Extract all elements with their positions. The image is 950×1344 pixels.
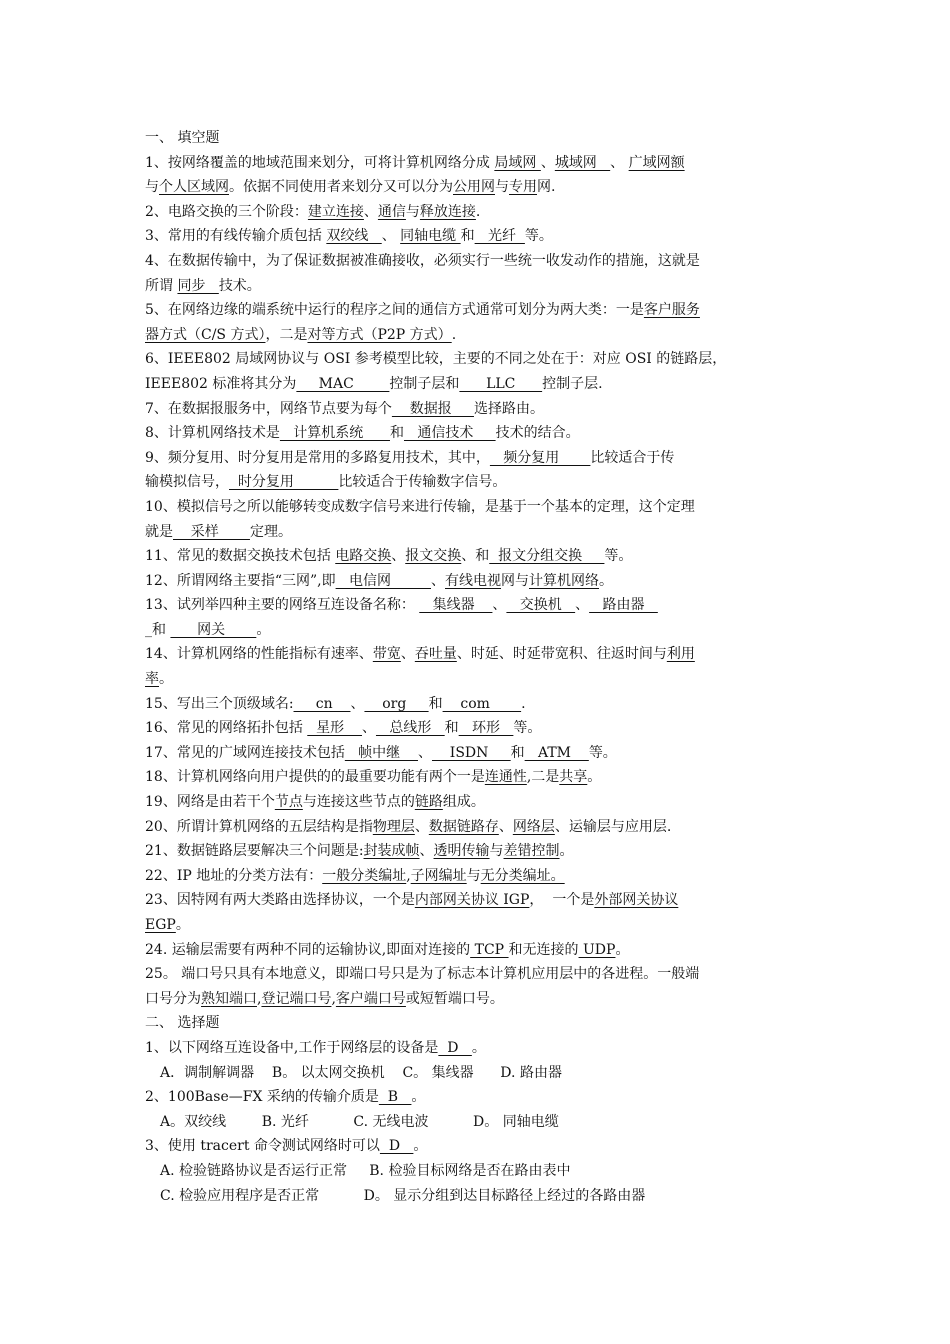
text-run: 11、常见的数据交换技术包括: [145, 548, 336, 565]
text-line: [145, 323, 810, 348]
text-run: 一、 填空题: [145, 130, 220, 146]
text-run: 14、计算机网络的性能指标有速率、: [145, 646, 373, 663]
answer-fill: 释放连接: [419, 203, 476, 220]
answer-fill: 报文分组交换: [489, 548, 605, 565]
choice-options-line: [145, 1184, 810, 1209]
answer-fill: 同轴电缆: [400, 228, 461, 245]
text-run: 。: [411, 1089, 426, 1106]
choice-options-line: [145, 1110, 810, 1135]
text-run: 。: [175, 917, 190, 933]
text-run: 与: [466, 867, 481, 884]
text-run: 9、频分复用、时分复用是常用的多路复用技术，其中，: [145, 449, 490, 466]
answer-fill: EGP: [145, 917, 176, 933]
answer-fill: 外部网关协议: [594, 892, 679, 909]
text-run: 。: [599, 572, 613, 589]
text-line: [145, 397, 810, 422]
answer-fill: 器方式（C/S 方式）: [145, 326, 266, 343]
text-run: 4、在数据传输中，为了保证数据被准确接收，必须实行一些统一收发动作的措施，这就是: [145, 252, 700, 269]
answer-fill: 城域网: [554, 154, 611, 171]
section-heading: [145, 1011, 810, 1036]
answer-fill: 共享: [559, 769, 588, 786]
text-run: 选择路由。: [473, 400, 544, 417]
answer-fill: 登记端口号: [261, 990, 332, 1007]
answer-fill: 客户服务: [643, 302, 700, 319]
answer-fill: 报文交换: [405, 548, 462, 565]
text-run: 与: [145, 179, 159, 196]
answer-fill: LLC: [459, 375, 543, 392]
answer-fill: B: [378, 1089, 412, 1106]
text-run: 15、写出三个顶级域名:: [145, 695, 294, 712]
text-run: 。依据不同使用者来划分又可以分为: [229, 179, 453, 196]
text-run: 6、IEEE802 局域网协议与 OSI 参考模型比较，主要的不同之处在于：对应 OSI 的链路层，: [145, 351, 727, 368]
text-line: [145, 839, 810, 864]
text-run: 、: [419, 843, 434, 860]
answer-fill: D: [438, 1039, 472, 1056]
text-run: 控制子层.: [542, 375, 603, 392]
answer-fill: TCP: [470, 941, 509, 958]
answer-fill: cn: [293, 695, 351, 712]
answer-fill: 利用: [666, 646, 695, 663]
answer-fill: 路由器: [589, 597, 658, 614]
text-run: 。: [413, 1138, 428, 1155]
text-run: 19、网络是由若干个: [145, 794, 275, 811]
text-run: 、时延、时延带宽积、往返时间与: [456, 646, 667, 663]
text-run: ,: [406, 867, 411, 884]
text-line: [145, 470, 810, 495]
text-run: 2、100Base—FX 采纳的传输介质是: [145, 1089, 379, 1106]
text-run: 。: [256, 621, 271, 638]
answer-fill: 公用网: [453, 179, 495, 196]
text-run: 10、模拟信号之所以能够转变成数字信号来进行传输，是基于一个基本的定理，这个定理: [145, 498, 695, 515]
text-run: 等。: [588, 744, 617, 761]
text-run: 和: [444, 720, 459, 737]
answer-fill: 局域网: [494, 154, 541, 171]
text-run: 8、计算机网络技术是: [145, 425, 280, 442]
text-run: 23、因特网有两大类路由选择协议，一个是: [145, 892, 415, 909]
answer-fill: ATM: [524, 744, 589, 761]
answer-fill: 专用: [509, 179, 537, 196]
answer-fill: 节点: [274, 794, 303, 811]
text-run: 等。: [513, 720, 542, 737]
answer-fill: 连通性: [484, 769, 527, 786]
text-run: 技术。: [218, 277, 261, 294]
text-run: ,: [331, 990, 336, 1007]
text-run: 。: [159, 671, 173, 688]
text-run: 。: [559, 843, 574, 860]
answer-fill: 内部网关协议 IGP: [414, 892, 530, 909]
answer-fill: 网络层: [512, 818, 555, 835]
answer-fill: ISDN: [431, 744, 511, 761]
text-line: [145, 224, 810, 249]
text-run: 16、常见的网络拓扑包括: [145, 720, 308, 737]
text-run: .: [521, 695, 526, 712]
text-line: [145, 987, 810, 1012]
text-run: .: [475, 203, 481, 220]
text-run: 、: [610, 154, 629, 171]
answer-fill: 计算机网络: [529, 572, 599, 589]
text-line: [145, 667, 810, 692]
text-run: 、: [391, 548, 406, 565]
text-line: [145, 372, 810, 397]
answer-fill: 率: [145, 671, 159, 688]
text-run: ，二是: [265, 326, 308, 343]
text-run: 和: [510, 744, 525, 761]
text-line: [145, 716, 810, 741]
text-run: 12、所谓网络主要指“三网”,即: [145, 572, 336, 589]
text-run: 和: [389, 425, 404, 442]
text-run: 比较适合于传: [590, 449, 675, 466]
text-line: [145, 765, 810, 790]
text-line: [145, 274, 810, 299]
answer-fill: 采样: [173, 523, 250, 540]
answer-fill: 双绞线: [326, 228, 382, 245]
text-run: 输模拟信号，: [145, 474, 229, 491]
answer-fill: 物理层: [372, 818, 415, 835]
text-run: 、: [361, 720, 376, 737]
answer-fill: 透明传输: [433, 843, 490, 860]
answer-fill: UDP: [578, 941, 616, 958]
text-line: [145, 495, 810, 520]
answer-fill: 环形: [458, 720, 514, 737]
text-run: 20、所谓计算机网络的五层结构是指: [145, 818, 373, 835]
text-run: A．调制解调器 B。 以太网交换机 C。 集线器 D. 路由器: [160, 1064, 562, 1081]
answer-fill: 频分复用: [489, 449, 591, 466]
text-run: ,二是: [526, 769, 560, 786]
text-run: 、: [350, 695, 365, 712]
answer-fill: 计算机系统: [279, 425, 390, 442]
text-run: 7、在数据报服务中，网络节点要为每个: [145, 400, 392, 417]
answer-fill: 建立连接: [307, 203, 364, 220]
answer-fill: 交换机: [506, 597, 576, 614]
text-line: [145, 888, 810, 913]
text-run: 。: [615, 941, 630, 958]
text-run: 、: [575, 597, 590, 614]
answer-fill: 个人区域网: [159, 179, 229, 196]
text-run: 13、试列举四种主要的网络互连设备名称：: [145, 597, 420, 614]
answer-fill: 客户端口号: [335, 990, 406, 1007]
answer-fill: 通信: [377, 203, 406, 220]
text-line: [145, 913, 810, 938]
text-run: 1、按网络覆盖的地域范围来划分，可将计算机网络分成: [145, 154, 495, 171]
text-run: 3、常用的有线传输介质包括: [145, 228, 327, 245]
text-run: 、: [431, 572, 445, 589]
text-run: 2、电路交换的三个阶段：: [145, 203, 308, 220]
text-run: .: [451, 326, 457, 343]
text-line: [145, 1085, 810, 1110]
text-run: 就是: [145, 523, 173, 540]
text-line: [145, 151, 810, 176]
answer-fill: 网关: [170, 621, 257, 638]
text-run: 5、在网络边缘的端系统中运行的程序之间的通信方式通常可划分为两大类：一是: [145, 302, 644, 319]
choice-options-line: [145, 1159, 810, 1184]
answer-fill: org: [364, 695, 429, 712]
text-run: 和: [460, 228, 475, 245]
text-run: 18、计算机网络向用户提供的的最重要功能有两个一是: [145, 769, 485, 786]
text-line: [145, 421, 810, 446]
answer-fill: 无分类编址。: [480, 867, 565, 884]
answer-fill: 带宽: [372, 646, 401, 663]
text-run: A。双绞线 B. 光纤 C. 无线电波 D。 同轴电缆: [160, 1113, 559, 1130]
text-run: 22、IP 地址的分类方法有：: [145, 867, 323, 884]
text-run: 、: [414, 818, 429, 835]
text-run: 控制子层和: [389, 375, 460, 392]
text-line: [145, 569, 810, 594]
text-run: 与: [495, 179, 509, 196]
text-run: 1、以下网络互连设备中,工作于网络层的设备是: [145, 1039, 439, 1056]
document-body: [145, 126, 810, 1208]
text-line: [145, 962, 810, 987]
text-line: [145, 618, 810, 643]
text-run: 25。 端口号只具有本地意义，即端口号只是为了标志本计算机应用层中的各进程。一般端: [145, 966, 700, 983]
text-run: 网与: [501, 572, 529, 589]
text-run: 、: [540, 154, 555, 171]
answer-fill: 子网编址: [410, 867, 467, 884]
answer-fill: 封装成帧: [363, 843, 420, 860]
answer-fill: D: [379, 1138, 414, 1155]
answer-fill: 光纤: [474, 228, 525, 245]
text-line: [145, 520, 810, 545]
text-line: [145, 593, 810, 618]
text-run: 、: [417, 744, 432, 761]
answer-fill: MAC: [296, 375, 390, 392]
text-line: [145, 1134, 810, 1159]
text-run: 与连接这些节点的: [302, 794, 415, 811]
text-run: ， 一个是: [529, 892, 595, 909]
text-line: [145, 200, 810, 225]
answer-fill: 电路交换: [335, 548, 392, 565]
answer-fill: 同步: [177, 277, 219, 294]
answer-fill: 星形: [307, 720, 362, 737]
text-run: C. 检验应用程序是否正常 D。 显示分组到达目标路径上经过的各路由器: [160, 1187, 646, 1204]
text-run: 和: [428, 695, 443, 712]
text-run: 等。: [604, 548, 633, 565]
text-run: 比较适合于传输数字信号。: [338, 474, 507, 491]
text-line: [145, 1036, 810, 1061]
answer-fill: 总线形: [375, 720, 445, 737]
text-line: [145, 249, 810, 274]
answer-fill: 有线电视: [445, 572, 501, 589]
text-run: 或短暂端口号。: [405, 990, 504, 1007]
text-run: 等。: [524, 228, 553, 245]
text-run: 技术的结合。: [495, 425, 580, 442]
text-line: [145, 347, 810, 372]
text-run: 、: [400, 646, 415, 663]
answer-fill: 一般分类编址: [322, 867, 407, 884]
text-run: 组成。: [442, 794, 485, 811]
text-run: 所谓: [145, 277, 178, 294]
text-line: [145, 175, 810, 200]
text-line: [145, 938, 810, 963]
answer-fill: com: [442, 695, 522, 712]
text-run: 21、数据链路层要解决三个问题是:: [145, 843, 364, 860]
text-run: 、: [492, 597, 507, 614]
answer-fill: 集线器: [419, 597, 493, 614]
text-run: 、: [381, 228, 401, 245]
text-line: [145, 544, 810, 569]
answer-fill: 广域网额: [628, 154, 685, 171]
answer-fill: 通信技术: [403, 425, 496, 442]
text-line: [145, 642, 810, 667]
text-run: 3、使用 tracert 命令测试网络时可以: [145, 1138, 380, 1155]
text-run: 口号分为: [145, 990, 201, 1007]
answer-fill: 时分复用: [229, 474, 339, 491]
answer-fill: 差错控制: [503, 843, 560, 860]
text-line: [145, 298, 810, 323]
text-run: ,: [257, 990, 262, 1007]
text-line: [145, 741, 810, 766]
text-run: 、: [363, 203, 378, 220]
answer-fill: 链路: [414, 794, 443, 811]
answer-fill: 对等方式（P2P 方式）: [307, 326, 452, 343]
text-line: [145, 790, 810, 815]
text-line: [145, 692, 810, 717]
text-line: [145, 815, 810, 840]
text-run: IEEE802 标准将其分为: [145, 375, 297, 392]
text-run: 与: [405, 203, 420, 220]
text-run: 和无连接的: [508, 941, 579, 958]
text-run: _和: [145, 621, 171, 638]
text-line: [145, 446, 810, 471]
text-run: 与: [489, 843, 504, 860]
section-heading: [145, 126, 810, 151]
answer-fill: 数据报: [391, 400, 474, 417]
answer-fill: 帧中继: [344, 744, 418, 761]
text-line: [145, 864, 810, 889]
text-run: 定理。: [249, 523, 292, 540]
text-run: 。: [587, 769, 602, 786]
text-run: 网.: [537, 179, 556, 196]
answer-fill: 数据链路存: [428, 818, 499, 835]
text-run: 、和: [461, 548, 490, 565]
text-run: 24. 运输层需要有两种不同的运输协议,即面对连接的: [145, 941, 471, 958]
text-run: 17、常见的广域网连接技术包括: [145, 744, 345, 761]
answer-fill: 熟知端口: [201, 990, 257, 1007]
text-run: 二、 选择题: [145, 1015, 220, 1032]
text-run: 、: [498, 818, 513, 835]
answer-fill: 吞吐量: [414, 646, 457, 663]
text-run: A. 检验链路协议是否运行正常 B. 检验目标网络是否在路由表中: [160, 1162, 571, 1179]
text-run: 。: [471, 1039, 486, 1056]
text-run: 、运输层与应用层.: [554, 818, 672, 835]
choice-options-line: [145, 1061, 810, 1086]
answer-fill: 电信网: [335, 572, 431, 589]
